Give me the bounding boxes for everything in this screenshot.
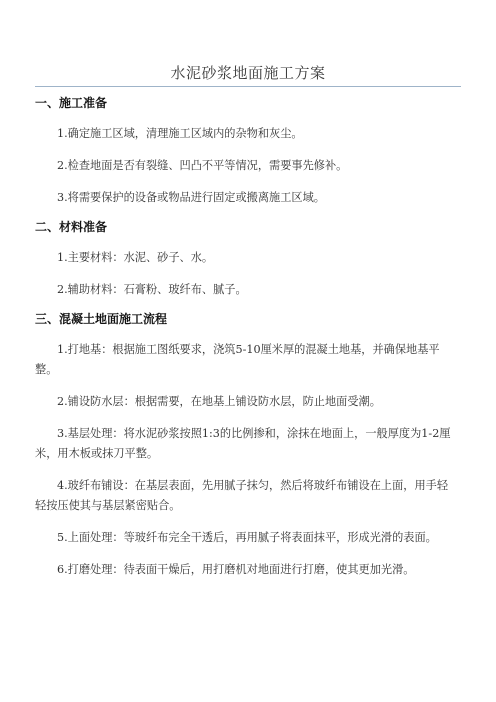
paragraph: 6.打磨处理：待表面干燥后，用打磨机对地面进行打磨，使其更加光滑。 <box>57 563 415 576</box>
paragraph: 4.玻纤布铺设：在基层表面，先用腻子抹匀，然后将玻纤布铺设在上面，用手轻轻按压使其与基层紧密贴合。 <box>35 479 449 512</box>
paragraph: 2.铺设防水层：根据需要，在地基上铺设防水层，防止地面受潮。 <box>57 395 381 408</box>
paragraph: 1.确定施工区域，清理施工区域内的杂物和灰尘。 <box>57 127 303 140</box>
document-body <box>35 95 459 580</box>
paragraph: 5.上面处理：等玻纤布完全干透后，再用腻子将表面抹平，形成光滑的表面。 <box>57 531 437 544</box>
paragraph: 1.主要材料：水泥、砂子、水。 <box>57 251 214 264</box>
paragraph: 2.辅助材料：石膏粉、玻纤布、腻子。 <box>57 283 247 296</box>
paragraph: 3.将需要保护的设备或物品进行固定或搬离施工区域。 <box>57 191 325 204</box>
section-heading-process: 三、混凝土地面施工流程 <box>35 312 168 326</box>
section-heading-preparation: 一、施工准备 <box>35 96 108 110</box>
title-underline <box>35 86 461 87</box>
document-title: 水泥砂浆地面施工方案 <box>170 64 326 82</box>
section-heading-materials: 二、材料准备 <box>35 220 108 234</box>
paragraph: 2.检查地面是否有裂缝、凹凸不平等情况，需要事先修补。 <box>57 159 348 172</box>
paragraph: 3.基层处理：将水泥砂浆按照1:3的比例掺和，涂抹在地面上，一般厚度为1-2厘米，用木板或抹刀平整。 <box>35 427 451 460</box>
paragraph: 1.打地基：根据施工图纸要求，浇筑5-10厘米厚的混凝土地基，并确保地基平整。 <box>35 343 440 376</box>
